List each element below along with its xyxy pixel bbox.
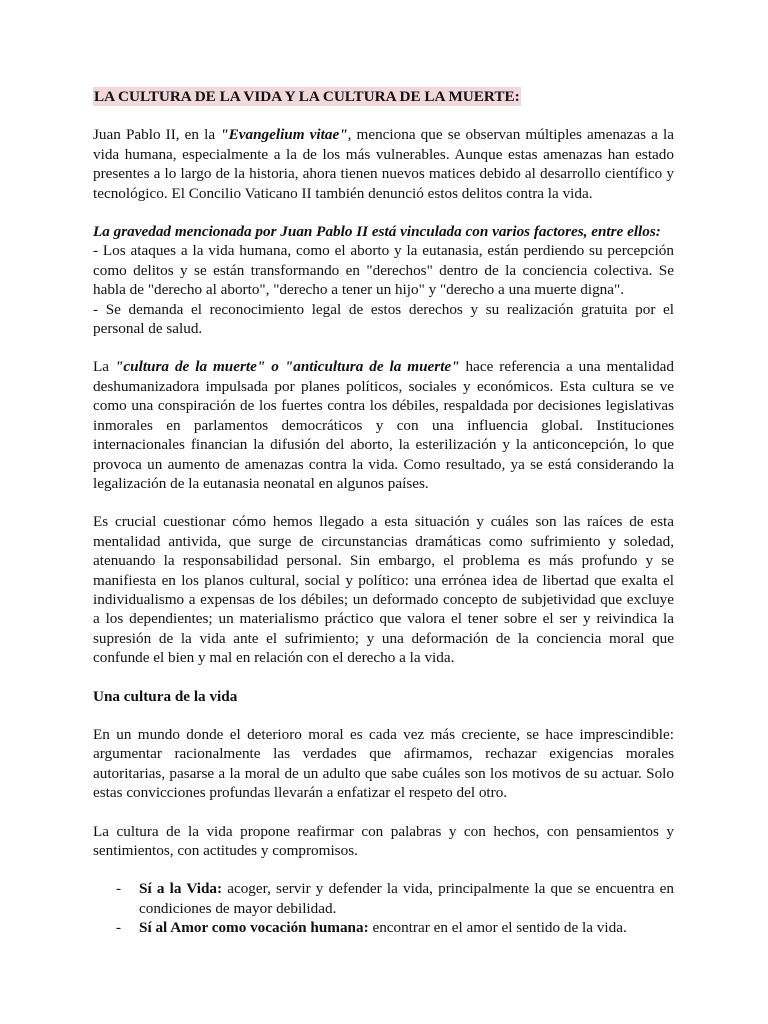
list-item bbox=[93, 918, 674, 937]
bullet-label: Sí a la Vida: bbox=[139, 880, 223, 898]
culture-of-death-term: "cultura de la muerte" o "anticultura de la muerte" bbox=[114, 358, 460, 376]
culture-of-death-paragraph bbox=[93, 357, 674, 493]
factors-heading: La gravedad mencionada por Juan Pablo II está vinculada con varios factores, entre ellos: bbox=[93, 223, 661, 241]
document-title: LA CULTURA DE LA VIDA Y LA CULTURA DE LA MUERTE: bbox=[94, 88, 520, 105]
intro-paragraph bbox=[93, 125, 674, 203]
moral-paragraph: En un mundo donde el deterioro moral es cada vez más creciente, se hace imprescindible: argumentar racionalmente las verdades que afirmamos, rechazar exigencias morales autoritarias, pasarse a la moral de un adulto que sabe cuáles son los motivos de su actuar. Solo estas convicciones profundas llevarán a enfatizar el respeto del otro. bbox=[93, 725, 674, 802]
intro-text-pre: Juan Pablo II, en la bbox=[93, 126, 221, 144]
culture-of-life-paragraph: La cultura de la vida propone reafirmar con palabras y con hechos, con pensamientos y sentimientos, con actitudes y compromisos. bbox=[93, 822, 674, 859]
bullet-label: Sí al Amor como vocación humana: bbox=[139, 919, 369, 937]
bullet-text: acoger, servir y defender la vida, principalmente la que se encuentra en condiciones de mayor debilidad. bbox=[139, 880, 674, 917]
list-item bbox=[93, 879, 674, 918]
factor-item-2: - Se demanda el reconocimiento legal de estos derechos y su realización gratuita por el personal de salud. bbox=[93, 300, 674, 338]
bullet-list bbox=[93, 879, 674, 937]
document-body bbox=[93, 87, 674, 938]
death-text-pre: La bbox=[93, 358, 115, 376]
bullet-text: encontrar en el amor el sentido de la vida. bbox=[368, 919, 627, 937]
factor-item-1: - Los ataques a la vida humana, como el aborto y la eutanasia, están perdiendo su percepción como delitos y se están transformando en "derechos" dentro de la conciencia colectiva. Se habla de "derecho al aborto", "derecho a tener un hijo" y "derecho a una muerte digna". bbox=[93, 242, 674, 299]
intro-text-post: , menciona que se observan múltiples amenazas a la vida humana, especialmente a la de los más vulnerables. Aunque estas amenazas han estado presentes a lo largo de la historia, ahora tienen nuevos matices debido al desarrollo científico y tecnológico. El Concilio Vaticano II también denunció estos delitos contra la vida. bbox=[93, 126, 674, 202]
roots-paragraph: Es crucial cuestionar cómo hemos llegado a esta situación y cuáles son las raíces de esta mentalidad antivida, que surge de circunstancias dramáticas como sufrimiento y soledad, atenuando la responsabilidad personal. Sin embargo, el problema es más profundo y se manifiesta en los planos cultural, social y político: una errónea idea de libertad que exalta el individualismo a expensas de los débiles; un deformado concepto de subjetividad que excluye a los dependientes; un materialismo práctico que valora el tener sobre el ser y reivindica la supresión de la vida ante el sufrimiento; y una deformación de la conciencia moral que confunde el bien y mal en relación con el derecho a la vida. bbox=[93, 513, 674, 667]
bullet-dash: - bbox=[116, 919, 122, 937]
death-text-post: hace referencia a una mentalidad deshumanizadora impulsada por planes políticos, sociales y económicos. Esta cultura se ve como una conspiración de los fuertes contra los débiles, respaldada por decisiones legislativas inmorales en parlamentos democráticos y con una influencia global. Instituciones internacionales financian la difusión del aborto, la esterilización y la anticoncepción, lo que provoca un aumento de amenazas contra la vida. Como resultado, ya se está considerando la legalización de la eutanasia neonatal en algunos países. bbox=[93, 358, 675, 492]
section-heading: Una cultura de la vida bbox=[93, 687, 238, 705]
bullet-dash: - bbox=[116, 880, 122, 898]
encyclical-name: "Evangelium vitae" bbox=[220, 126, 348, 144]
